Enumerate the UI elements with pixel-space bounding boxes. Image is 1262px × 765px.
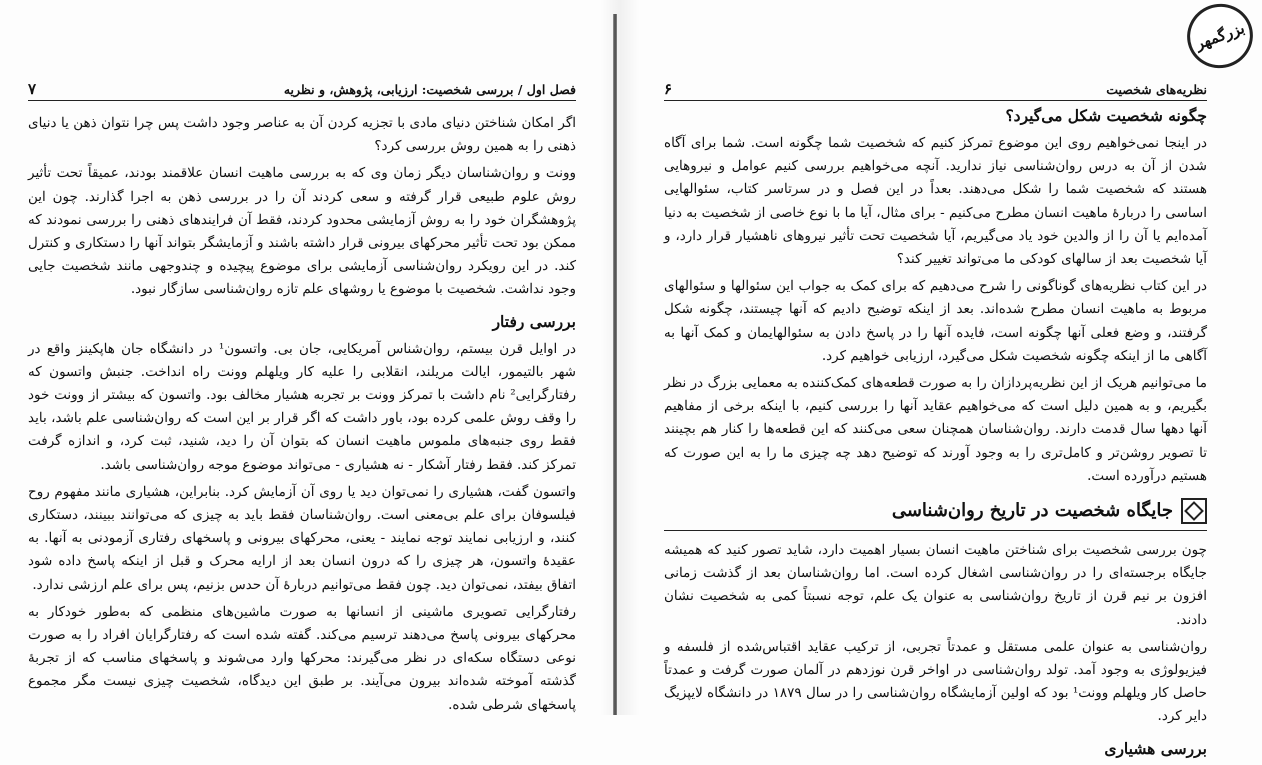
chapter-section-heading xyxy=(664,498,1207,531)
section-marker-icon xyxy=(1181,498,1207,524)
left-page-number: ۷ xyxy=(28,80,37,98)
section-heading-consciousness: بررسی هشیاری xyxy=(1104,738,1207,758)
paragraph: واتسون گفت، هشیاری را نمی‌توان دید یا روی آن آزمایش کرد. بنابراین، هشیاری مانند مفهوم روح فیلسوفان برای علم بی‌معنی است. روان‌شناسان فقط باید به چیزی که می‌توانند ببینند، دستکاری کنند، و ارزیابی نمایند توجه نمایند - یعنی، محرکهای بیرونی و پاسخهای رفتاری آزمودنی به آنها. به عقیدهٔ واتسون، هر چیزی را که درون انسان بعد از ارایه محرک و قبل از اینکه پاسخ داده شود اتفاق بیفتد، نمی‌توان دید. چون فقط می‌توانیم دربارهٔ آن حدس بزنیم، پس برای علم ارزشی ندارد. xyxy=(28,483,576,593)
chapter-section-title: جایگاه شخصیت در تاریخ روان‌شناسی xyxy=(891,500,1173,522)
section-heading-behavior: بررسی رفتار xyxy=(492,311,576,331)
paragraph: وونت و روان‌شناسان دیگر زمان وی که به بررسی ماهیت انسان علاقمند بودند، عمیقاً تحت تأثیر روش علوم طبیعی قرار گرفته و سعی کردند آن را در بررسی ذهن به اجرا گذارند. چون این پژوهشگران خود را به روش آزمایشی محدود کردند، فقط آن فرایندهای ذهنی را بررسی نمودند که ممکن بود تحت تأثیر محرکهای بیرونی قرار داشته باشند و آزمایشگر بتواند آنها را دستکاری و کنترل کند. در این رویکرد روان‌شناسی آزمایشی برای موضوع پیچیده و چندوجهی مانند شخصیت جایی وجود نداشت. شخصیت با موضوع یا روشهای علم تازه روان‌شناسی سازگار نبود. xyxy=(28,165,576,298)
spine-shadow xyxy=(600,0,640,715)
left-running-head xyxy=(28,78,576,101)
paragraph: اگر امکان شناختن دنیای مادی با تجزیه کردن آن به عناصر وجود داشت پس چرا نتوان ذهن یا دنیای ذهنی را به همین روش بررسی کرد؟ xyxy=(28,115,576,155)
left-running-head-title: فصل اول / بررسی شخصیت: ارزیابی، پژوهش، و نظریه xyxy=(283,82,576,97)
paragraph: ما می‌توانیم هریک از این نظریه‌پردازان را به صورت قطعه‌های کمک‌کننده به معمایی بزرگ در نظر بگیریم، و به همین دلیل است که می‌خواهیم عقاید آنها را بررسی کنیم، با اینکه برخی از مفاهیم آنها دهها سال قدمت دارند. روان‌شناسان همچنان سعی می‌کنند که این قطعه‌ها را کنار هم بچینند تا تصویر روشن‌تر و کامل‌تری را به وجود آورند که توضیح دهد چه چیزی ما را به این صورت که هستیم درآورده است. xyxy=(664,375,1207,484)
left-page xyxy=(28,0,576,715)
book-spine xyxy=(613,14,617,715)
right-page-content xyxy=(664,106,1207,765)
right-running-head xyxy=(664,78,1207,101)
logo-text: بزرگمهر xyxy=(1193,18,1247,54)
paragraph: در اینجا نمی‌خواهیم روی این موضوع تمرکز کنیم که شخصیت شما چگونه است. شما برای آگاه شدن از آن به درس روان‌شناسی نیاز ندارید. آنچه می‌خواهیم بررسی کنیم عوامل و نیروهایی هستند که شخصیت شما را شکل می‌دهند. بعداً در این فصل و در سرتاسر کتاب، سئوالهایی اساسی را دربارهٔ ماهیت انسان مطرح می‌کنیم - برای مثال، آیا ما با نوع خاصی از شخصیت به دنیا آمده‌ایم یا آن را از والدین خود یاد می‌گیریم، آیا شخصیت تحت تأثیر نیروهای ناهشیار قرار دارد، و آیا شخصیت بعد از سالهای کودکی ما می‌تواند تغییر کند؟ xyxy=(664,135,1207,268)
paragraph: در این کتاب نظریه‌های گوناگونی را شرح می‌دهیم که برای کمک به جواب این سئوالها و سئوالهای مربوط به ماهیت انسان مطرح شده‌اند. بعد از اینکه توضیح دادیم که آنها چیستند، چگونه شکل گرفتند، و وضع فعلی آنها چگونه است، فایده آنها را در پاسخ دادن به سئوالهایمان و کمک آنها به آگاهی ما از اینکه چگونه شخصیت شکل می‌گیرد، ارزیابی خواهیم کرد. xyxy=(664,278,1207,364)
right-page-number: ۶ xyxy=(664,80,673,98)
left-page-content xyxy=(28,112,576,721)
right-page xyxy=(664,0,1207,758)
paragraph: روان‌شناسی به عنوان علمی مستقل و عمدتاً تجربی، از ترکیب عقاید اقتباس‌شده از فلسفه و فیزیولوژی به وجود آمد. تولد روان‌شناسی در اواخر قرن نوزدهم در آلمان صورت گرفت و عمدتاً حاصل کار ویلهلم وونت¹ بود که اولین آزمایشگاه روان‌شناسی را در سال ۱۸۷۹ در دانشگاه لایپزیگ دایر کرد. xyxy=(664,638,1207,725)
right-running-head-title: نظریه‌های شخصیت xyxy=(1106,82,1207,97)
section-heading-personality-formation: چگونه شخصیت شکل می‌گیرد؟ xyxy=(1005,106,1207,125)
paragraph: رفتارگرایی تصویری ماشینی از انسانها به صورت ماشین‌های منظمی که به‌طور خودکار به محرکهای بیرونی پاسخ می‌دهند ترسیم می‌کند. گفته شده است که رفتارگرایان افراد را به صورت نوعی دستگاه سکه‌ای در نظر می‌گیرند: محرکها وارد می‌شوند و پاسخهای مناسب که از تجربهٔ گذشته آموخته شده‌اند بیرون می‌آیند. بر طبق این دیدگاه، شخصیت چیزی نیست مگر مجموع پاسخهای شرطی شده. xyxy=(28,603,576,713)
paragraph: چون بررسی شخصیت برای شناختن ماهیت انسان بسیار اهمیت دارد، شاید تصور کنید که همیشه جایگاه برجسته‌ای را در روان‌شناسی اشغال کرده است. اما روان‌شناسان بعد از گذشت زمانی افزون بر نیم قرن از تاریخ روان‌شناسی به عنوان یک علم، توجه نسبتاً کمی به شخصیت نشان دادند. xyxy=(664,542,1207,628)
paragraph: در اوایل قرن بیستم، روان‌شناس آمریکایی، جان بی. واتسون¹ در دانشگاه جان هاپکینز واقع در شهر بالتیمور، ایالت مریلند، انقلابی را علیه کار ویلهلم وونت راه انداخت. جنبش واتسون که رفتارگرایی² نام داشت با تمرکز وونت بر تجربه هشیار مخالف بود. واتسون که بیشتر از وونت خود را وقف روش علمی کرده بود، باور داشت که اگر قرار بر این است که روان‌شناسی علم باشد، باید فقط روی جنبه‌های ملموس ماهیت انسان که بتوان آن را دید، شنید، ثبت کرد، و اندازه گرفت تمرکز کند. فقط رفتار آشکار - نه هشیاری - می‌تواند موضوع موجه روان‌شناسی باشد. xyxy=(28,340,577,473)
